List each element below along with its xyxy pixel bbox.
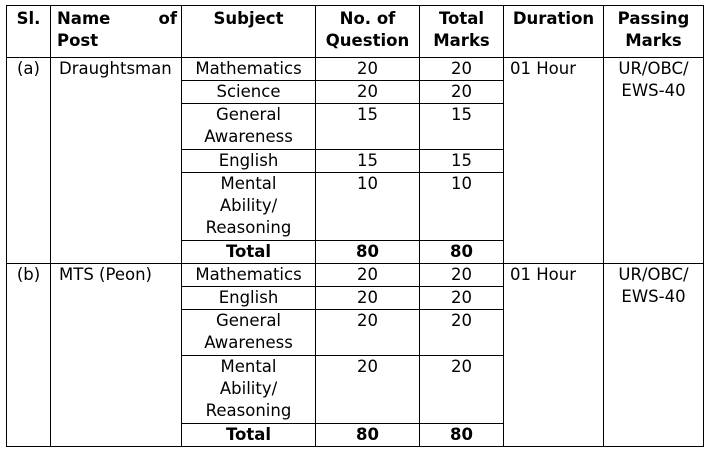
table-body bbox=[7, 58, 704, 447]
header-no-of-line: No. of bbox=[339, 9, 396, 28]
header-name-word: Name bbox=[57, 9, 111, 28]
header-no-of-question bbox=[316, 6, 420, 58]
total-marks-value: 15 bbox=[420, 104, 504, 150]
total-marks-value: 20 bbox=[420, 81, 504, 104]
passing-marks-line: EWS-40 bbox=[621, 81, 686, 100]
header-post-word: Post bbox=[57, 31, 99, 50]
total-label: Total bbox=[182, 424, 316, 447]
total-label: Total bbox=[182, 241, 316, 264]
question-count: 20 bbox=[316, 58, 420, 81]
header-question-line: Question bbox=[325, 31, 410, 50]
total-marks-sum: 80 bbox=[420, 241, 504, 264]
subject-name-line: Science bbox=[216, 82, 281, 101]
subject-name bbox=[182, 104, 316, 150]
passing-marks-line: UR/OBC/ bbox=[618, 59, 689, 78]
post-name: Draughtsman bbox=[51, 58, 182, 264]
question-count: 15 bbox=[316, 150, 420, 173]
subject-row bbox=[7, 58, 704, 81]
header-marks-line: Marks bbox=[433, 31, 490, 50]
header-passing-marks-line: Marks bbox=[625, 31, 682, 50]
exam-duration: 01 Hour bbox=[504, 58, 604, 264]
total-questions: 80 bbox=[316, 241, 420, 264]
subject-name-line: General bbox=[215, 311, 282, 330]
header-total-marks bbox=[420, 6, 504, 58]
subject-name-line: Ability/ bbox=[219, 379, 278, 398]
passing-marks-line: UR/OBC/ bbox=[618, 265, 689, 284]
subject-name bbox=[182, 287, 316, 310]
header-name-of-post bbox=[51, 6, 182, 58]
exam-pattern-table bbox=[6, 5, 704, 447]
subject-name bbox=[182, 58, 316, 81]
passing-marks-line: EWS-40 bbox=[621, 287, 686, 306]
subject-name-line: Mathematics bbox=[195, 265, 302, 284]
subject-name-line: Awareness bbox=[204, 127, 293, 146]
post-serial: (a) bbox=[7, 58, 51, 264]
question-count: 20 bbox=[316, 264, 420, 287]
passing-marks-value bbox=[604, 264, 704, 447]
subject-name-line: English bbox=[218, 151, 279, 170]
question-count: 20 bbox=[316, 356, 420, 424]
header-passing-line: Passing bbox=[617, 9, 690, 28]
total-questions: 80 bbox=[316, 424, 420, 447]
total-marks-sum: 80 bbox=[420, 424, 504, 447]
subject-name bbox=[182, 310, 316, 356]
header-passing-marks bbox=[604, 6, 704, 58]
subject-name-line: Reasoning bbox=[205, 401, 292, 420]
header-total-line: Total bbox=[438, 9, 485, 28]
subject-name-line: Awareness bbox=[204, 333, 293, 352]
post-name: MTS (Peon) bbox=[51, 264, 182, 447]
subject-name-line: English bbox=[218, 288, 279, 307]
subject-name bbox=[182, 264, 316, 287]
subject-name-line: Ability/ bbox=[219, 196, 278, 215]
total-marks-value: 20 bbox=[420, 287, 504, 310]
subject-name-line: Mathematics bbox=[195, 59, 302, 78]
subject-name-line: Mental bbox=[220, 357, 277, 376]
header-duration: Duration bbox=[504, 6, 604, 58]
subject-name bbox=[182, 173, 316, 241]
subject-name bbox=[182, 150, 316, 173]
question-count: 20 bbox=[316, 81, 420, 104]
subject-name-line: General bbox=[215, 105, 282, 124]
total-marks-value: 20 bbox=[420, 264, 504, 287]
subject-name bbox=[182, 356, 316, 424]
subject-name bbox=[182, 81, 316, 104]
header-subject: Subject bbox=[182, 6, 316, 58]
header-sl: Sl. bbox=[7, 6, 51, 58]
exam-duration: 01 Hour bbox=[504, 264, 604, 447]
total-marks-value: 15 bbox=[420, 150, 504, 173]
subject-row bbox=[7, 264, 704, 287]
passing-marks-value bbox=[604, 58, 704, 264]
total-marks-value: 20 bbox=[420, 356, 504, 424]
post-serial: (b) bbox=[7, 264, 51, 447]
subject-name-line: Mental bbox=[220, 174, 277, 193]
header-row bbox=[7, 6, 704, 58]
total-marks-value: 10 bbox=[420, 173, 504, 241]
question-count: 15 bbox=[316, 104, 420, 150]
question-count: 20 bbox=[316, 310, 420, 356]
total-marks-value: 20 bbox=[420, 58, 504, 81]
question-count: 20 bbox=[316, 287, 420, 310]
total-marks-value: 20 bbox=[420, 310, 504, 356]
header-of-word: of bbox=[158, 9, 177, 28]
question-count: 10 bbox=[316, 173, 420, 241]
subject-name-line: Reasoning bbox=[205, 218, 292, 237]
